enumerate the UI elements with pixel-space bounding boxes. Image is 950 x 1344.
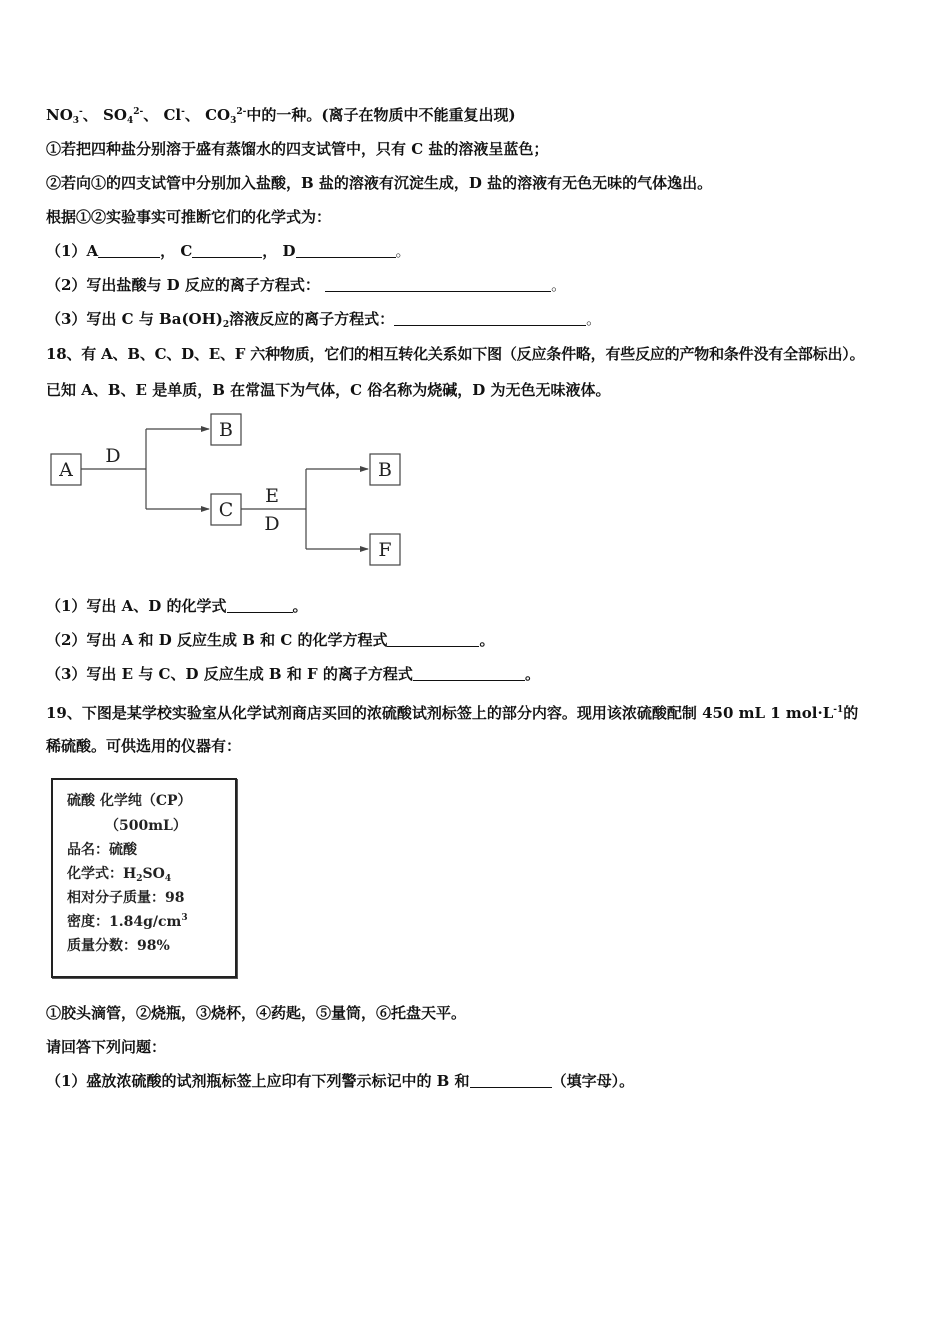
q17-step2: ②若向①的四支试管中分别加入盐酸，B 盐的溶液有沉淀生成，D 盐的溶液有无色无味的气体逸出。 xyxy=(46,174,713,192)
answer-blank[interactable] xyxy=(227,598,293,613)
instrument-list: ①胶头滴管，②烧瓶，③烧杯，④药匙，⑤量筒，⑥托盘天平。 xyxy=(46,1004,467,1022)
node-a: A xyxy=(59,459,73,481)
q18-part3: （3）写出 E 与 C、D 反应生成 B 和 F 的离子方程式 。 xyxy=(46,665,540,683)
q17-part2: （2）写出盐酸与 D 反应的离子方程式： 。 xyxy=(46,276,567,294)
q17-inference: 根据①②实验事实可推断它们的化学式为： xyxy=(46,208,332,226)
q18-intro-1: 18、有 A、B、C、D、E、F 六种物质，它们的相互转化关系如下图（反应条件略，有些反应的产物和条件没有全部标出）。 xyxy=(46,345,865,363)
answer-blank[interactable] xyxy=(98,243,160,258)
q17-step1: ①若把四种盐分别溶于盛有蒸馏水的四支试管中，只有 C 盐的溶液呈蓝色； xyxy=(46,140,549,158)
q19-ask: 请回答下列问题： xyxy=(46,1038,167,1056)
reagent-label-box xyxy=(51,778,237,978)
node-c: C xyxy=(218,499,234,521)
node-f: F xyxy=(378,539,392,561)
label-line-4: 化学式：$H_2SO_4$ xyxy=(67,866,172,884)
node-b-right: B xyxy=(378,459,392,481)
reagent-d-first: D xyxy=(105,445,121,467)
label-line-5: 相对分子质量：98 xyxy=(67,890,185,906)
ion-list-line: $NO_3^-$、 $SO_4^{2-}$、 Cl-、 $CO_3^{2-}$中的一种。(离子在物质中不能重复出现) xyxy=(46,106,516,126)
q19-intro-2: 稀硫酸。可供选用的仪器有： xyxy=(46,737,242,755)
answer-blank[interactable] xyxy=(394,311,586,326)
q18-part2: （2）写出 A 和 D 反应生成 B 和 C 的化学方程式 。 xyxy=(46,631,495,649)
label-line-2: （500mL） xyxy=(105,818,187,834)
label-line-3: 品名：硫酸 xyxy=(67,842,137,858)
reagent-d-second: D xyxy=(264,513,280,535)
q18-intro-2: 已知 A、B、E 是单质，B 在常温下为气体，C 俗名称为烧碱，D 为无色无味液体。 xyxy=(46,381,611,399)
answer-blank[interactable] xyxy=(470,1073,552,1088)
answer-blank[interactable] xyxy=(296,243,396,258)
q18-part1: （1）写出 A、D 的化学式 。 xyxy=(46,597,308,615)
label-line-1: 硫酸 化学纯（CP） xyxy=(67,793,192,809)
q19-intro-1: 19、下图是某学校实验室从化学试剂商店买回的浓硫酸试剂标签上的部分内容。现用该浓硫酸配制 450 mL 1 $mol\cdot L^{-1}$的 xyxy=(46,704,859,722)
answer-blank[interactable] xyxy=(325,277,551,292)
q17-part3: （3）写出 C 与 $Ba(OH)_2$溶液反应的离子方程式： 。 xyxy=(46,310,602,330)
q17-part1: （1）A ， C ， D 。 xyxy=(46,242,411,260)
q19-part1: （1）盛放浓硫酸的试剂瓶标签上应印有下列警示标记中的 B 和 （填字母）。 xyxy=(46,1072,635,1090)
node-b-top: B xyxy=(219,419,233,441)
conversion-diagram xyxy=(46,412,406,572)
reagent-e: E xyxy=(265,485,279,507)
answer-blank[interactable] xyxy=(413,666,525,681)
label-line-6: 密度：$1.84g/cm^3$ xyxy=(67,913,188,930)
label-line-7: 质量分数：98% xyxy=(67,938,170,954)
answer-blank[interactable] xyxy=(387,632,479,647)
answer-blank[interactable] xyxy=(192,243,262,258)
reagent-label-image xyxy=(46,768,240,982)
